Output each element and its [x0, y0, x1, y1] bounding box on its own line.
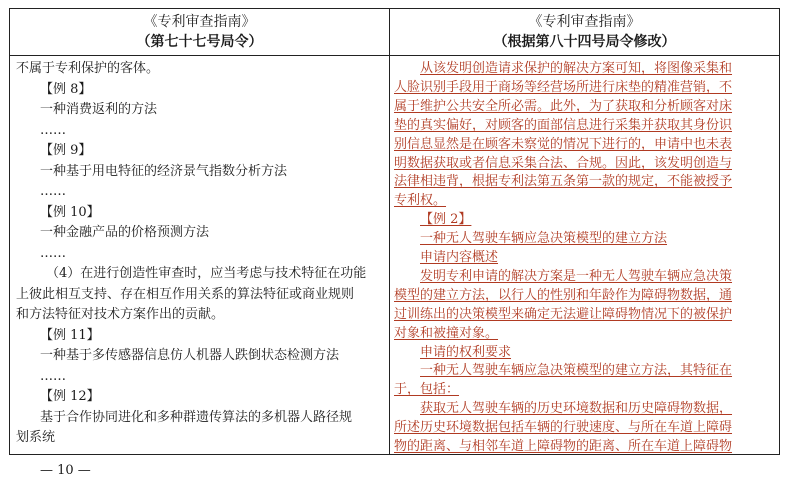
right-column-line: 发明专利申请的解决方案是一种无人驾驶车辆应急决策 [420, 268, 733, 284]
right-column-title: 《专利审查指南》 [528, 14, 641, 30]
right-column-line: 物的距离、与相邻车道上障碍物的距离、所在车道上障碍物 [394, 439, 733, 454]
left-column-line: 一种基于用电特征的经济景气指数分析方法 [40, 163, 288, 179]
right-column-line: 【例 2】 [420, 212, 472, 228]
right-column-subtitle: （根据第八十四号局令修改） [493, 34, 676, 50]
left-column-title: 《专利审查指南》 [143, 14, 256, 30]
right-column-header [390, 9, 779, 56]
left-column-line: …… [40, 368, 66, 384]
page-number: — 10 — [40, 463, 91, 478]
right-column-line: 属于维护公共安全所必需。此外，为了获取和分析顾客对床 [394, 98, 733, 114]
left-column-line: 和方法特征对技术方案作出的贡献。 [16, 307, 225, 322]
right-column-line: 从该发明创造请求保护的解决方案可知，将图像采集和 [420, 61, 733, 76]
comparison-table [9, 8, 780, 455]
left-column-subtitle: （第七十七号局令） [136, 34, 263, 50]
right-column-line: 过训练出的决策模型来确定无法避让障碍物情况下的被保护 [394, 306, 733, 322]
left-column-line: 一种消费返利的方法 [40, 102, 158, 117]
right-column-line: 一种无人驾驶车辆应急决策模型的建立方法 [420, 231, 668, 247]
left-column-line: 【例 11】 [40, 327, 100, 343]
right-column-line: 专利权。 [394, 193, 447, 209]
left-column-line: 【例 12】 [40, 389, 100, 404]
left-column-line: 划系统 [16, 430, 56, 445]
left-column-line: 不属于专利保护的客体。 [16, 61, 160, 76]
right-column-line: 申请内容概述 [420, 250, 499, 265]
left-column-line: 【例 8】 [40, 81, 92, 97]
left-column-line: 基于合作协同进化和多种群遗传算法的多机器人路径规 [40, 409, 353, 425]
right-column-body [390, 56, 779, 454]
left-column-line: 一种金融产品的价格预测方法 [40, 225, 210, 240]
right-column-line: 垫的真实偏好，对顾客的面部信息进行采集并获取其身份识 [394, 117, 733, 133]
right-column-line: 所述历史环境数据包括车辆的行驶速度、与所在车道上障碍 [394, 420, 733, 436]
right-column-line: 模型的建立方法，以行人的性别和年龄作为障碍物数据，通 [394, 287, 733, 303]
right-column-line: 一种无人驾驶车辆应急决策模型的建立方法，其特征在 [420, 363, 733, 379]
right-column-line: 获取无人驾驶车辆的历史环境数据和历史障碍物数据， [420, 401, 733, 417]
right-column-line: 申请的权利要求 [420, 344, 512, 360]
right-column-line: 法律相违背，根据专利法第五条第一款的规定，不能被授予 [394, 174, 733, 190]
right-column-line: 于，包括： [394, 382, 460, 398]
left-column-line: …… [40, 122, 66, 138]
right-column-line: 对象和被撞对象。 [394, 325, 499, 341]
right-column-line: 人脸识别手段用于商场等经营场所进行床垫的精准营销，不 [394, 79, 733, 95]
left-column-line: …… [40, 184, 66, 199]
left-column-line: 上彼此相互支持、存在相互作用关系的算法特征或商业规则 [16, 286, 355, 302]
left-column [10, 9, 390, 454]
right-column [390, 9, 779, 454]
left-column-line: …… [40, 245, 66, 261]
right-column-line: 别信息显然是在顾客未察觉的情况下进行的，申请中也未表 [394, 136, 733, 152]
left-column-header [10, 9, 389, 56]
left-column-line: 【例 9】 [40, 143, 92, 158]
left-column-line: 【例 10】 [40, 204, 100, 220]
left-column-line: 一种基于多传感器信息仿人机器人跌倒状态检测方法 [40, 348, 340, 363]
left-column-line: （4）在进行创造性审查时，应当考虑与技术特征在功能 [46, 266, 367, 281]
right-column-line: 明数据获取或者信息采集合法、合规。因此，该发明创造与 [394, 155, 733, 171]
left-column-body [10, 56, 389, 454]
